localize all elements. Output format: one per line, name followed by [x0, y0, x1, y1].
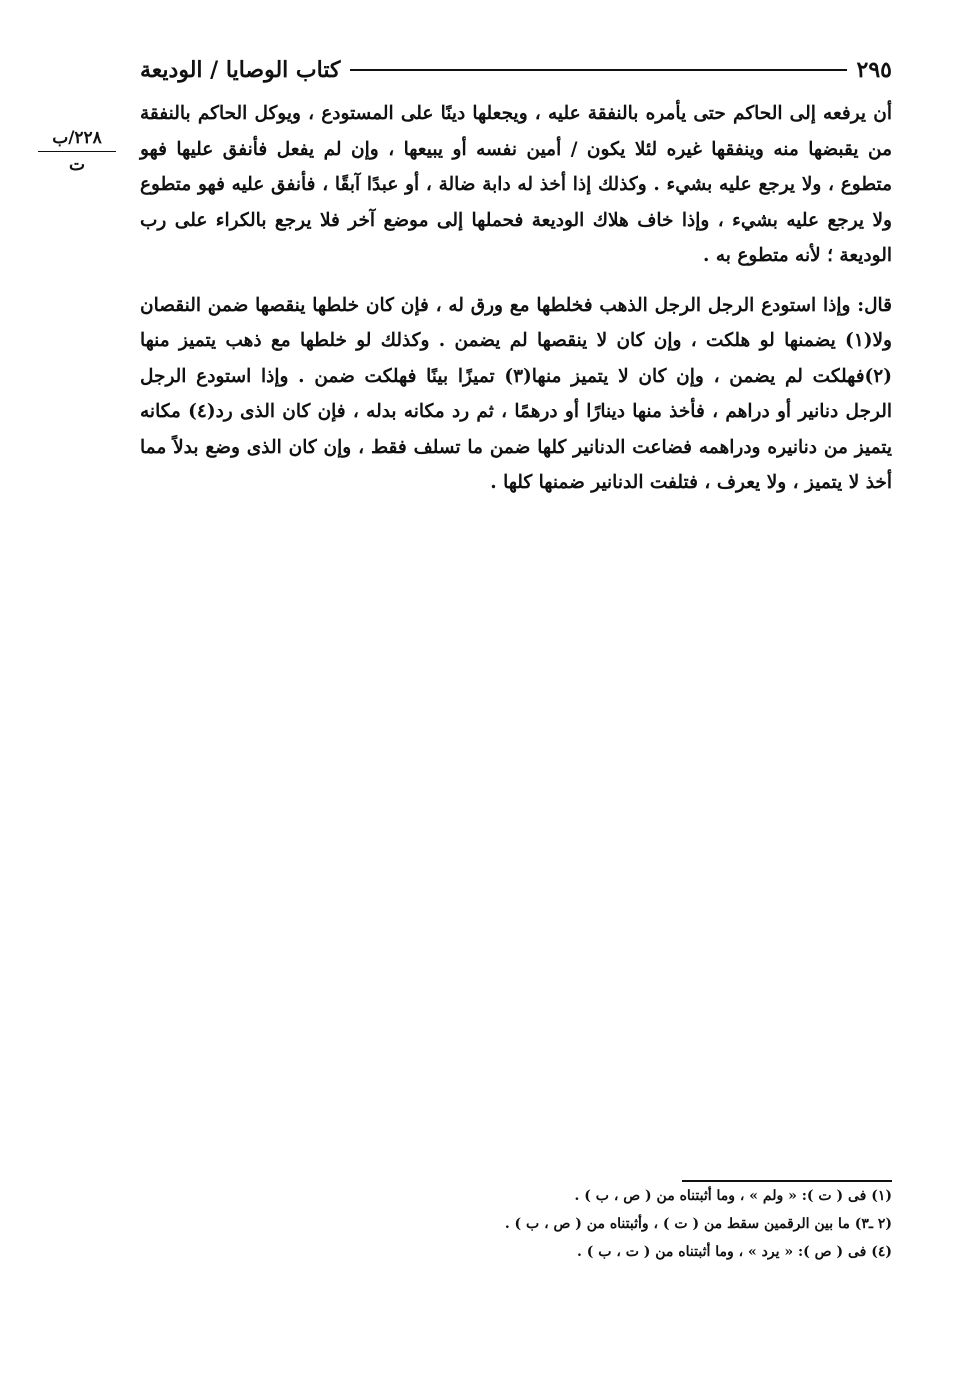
- footnote-2: (٢ ـ٣) ما بين الرقمين سقط من ( ت ) ، وأثبتناه من ( ص ، ب ) .: [504, 1216, 892, 1232]
- footnotes: [380, 1182, 892, 1266]
- paragraph-2-label: قال:: [857, 294, 892, 316]
- manuscript-siglum: ت: [68, 155, 85, 175]
- margin-note-rule: [38, 151, 116, 152]
- page-number: ٢٩٥: [856, 57, 892, 83]
- footnote-3: (٤) فى ( ص ): « يرد » ، وما أثبتناه من ( ت ، ب ) .: [577, 1244, 892, 1260]
- running-title: كتاب الوصايا / الوديعة: [140, 57, 341, 83]
- paragraph-2-text: وإذا استودع الرجل الرجل الذهب فخلطها مع ورق له ، فإن كان خلطها ينقصها ضمن النقصان ولا(١) يضمنها لو هلكت ، وإن كان لا ينقصها لم يضمن . وكذلك لو خلطها مع ذهب يتميز منها (٢)فهلكت لم يضمن ، وإن كان لا يتميز منها(٣) تميزًا بينًا فهلكت ضمن . وإذا استودع الرجل الرجل دنانير أو دراهم ، فأخذ منها دينارًا أو درهمًا ، ثم رد مكانه بدله ، فإن كان الذى رد(٤) مكانه يتميز من دنانيره ودراهمه فضاعت الدنانير كلها ضمن ما تسلف فقط ، وإن كان الذى وضع بدلاً مما أخذ لا يتميز ، ولا يعرف ، فتلفت الدنانير ضمنها كلها .: [140, 294, 892, 493]
- page-header: [140, 52, 892, 88]
- folio-reference: ٢٢٨/ب: [52, 128, 102, 148]
- margin-folio-note: [38, 128, 116, 175]
- main-text: [140, 96, 892, 515]
- paragraph-1-text: أن يرفعه إلى الحاكم حتى يأمره بالنفقة عليه ، ويجعلها دينًا على المستودع ، ويوكل الحاكم بالنفقة من يقبضها منه وينفقها غيره لئلا يكون / أمين نفسه أو يبيعها ، وإن لم يفعل فأنفق عليها فهو متطوع ، ولا يرجع عليه بشيء . وكذلك إذا أخذ له دابة ضالة ، أو عبدًا آبقًا ، فأنفق عليه فهو متطوع ولا يرجع عليه بشيء ، وإذا خاف هلاك الوديعة فحملها إلى موضع آخر فلا يرجع بالكراء على رب الوديعة ؛ لأنه متطوع به .: [140, 103, 892, 266]
- paragraph-2: [140, 288, 892, 501]
- footnote-1: (١) فى ( ت ): « ولم » ، وما أثبتناه من ( ص ، ب ) .: [574, 1188, 892, 1204]
- paragraph-1: [140, 96, 892, 274]
- header-rule: [350, 69, 846, 71]
